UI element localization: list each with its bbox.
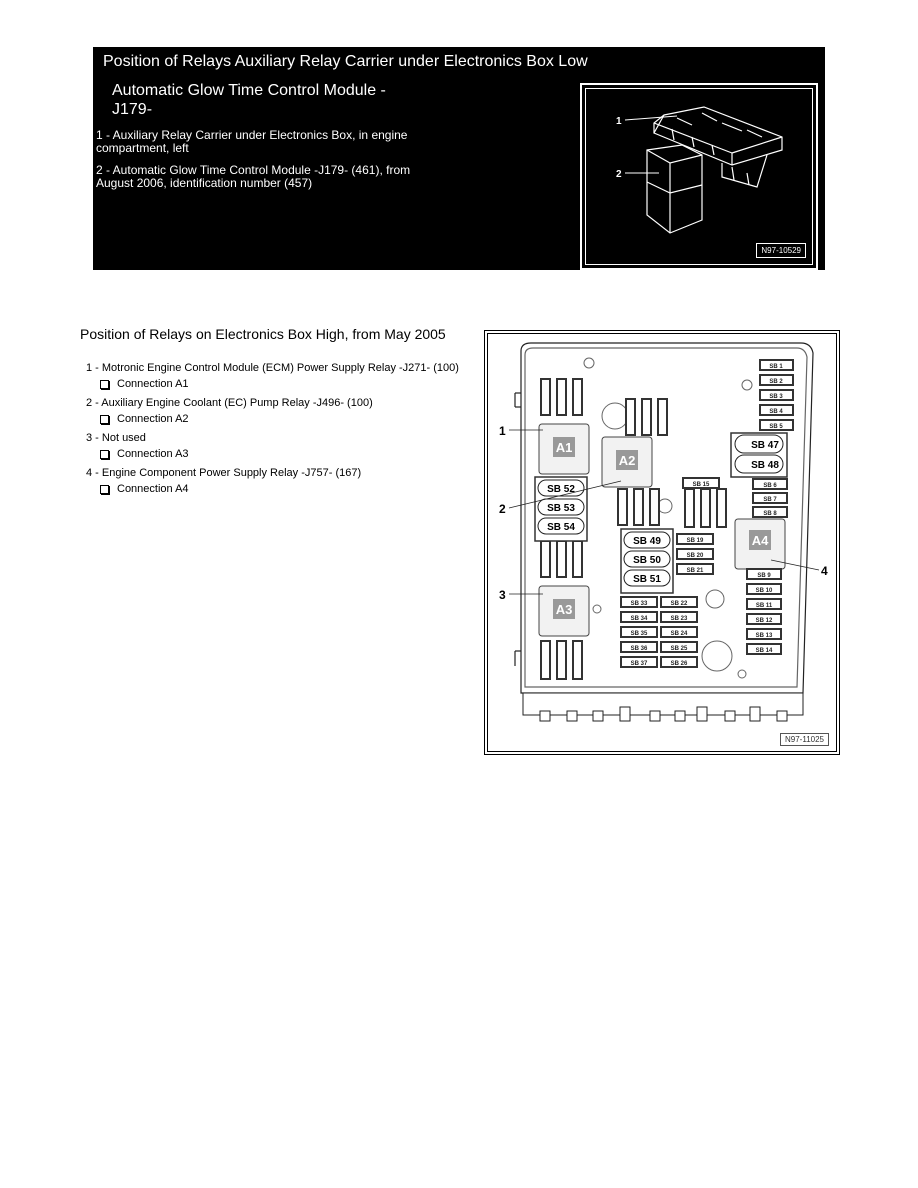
fuse-sb52: SB 52 [547, 484, 575, 495]
section-title: Position of Relays Auxiliary Relay Carrier under Electronics Box Low [103, 53, 588, 70]
callout-2: 2 [499, 502, 506, 516]
fuse-sb26: SB 26 [670, 661, 688, 667]
fuse-sb51: SB 51 [633, 574, 661, 585]
electronics-box-figure [484, 330, 840, 755]
connection-a3 [100, 448, 189, 460]
legend-item-2-line-2: August 2006, identification number (457) [96, 175, 313, 190]
fuse-sb34: SB 34 [630, 616, 648, 622]
fuse-sb48: SB 48 [751, 460, 779, 471]
fuse-sb23: SB 23 [670, 616, 688, 622]
connection-label: Connection A4 [117, 483, 189, 495]
checkbox-bullet-icon [100, 450, 109, 459]
legend-item-2 [96, 164, 456, 189]
fuse-sb9: SB 9 [757, 573, 771, 579]
checkbox-bullet-icon [100, 380, 109, 389]
callout-1: 1 [499, 424, 506, 438]
fuse-sb49: SB 49 [633, 536, 661, 547]
fuse-sb14: SB 14 [755, 648, 773, 654]
relay-carrier-drawing-icon [582, 85, 816, 268]
fuse-sb15: SB 15 [692, 482, 710, 488]
figure-id: N97-10529 [756, 243, 806, 258]
fuse-sb24: SB 24 [670, 631, 688, 637]
subtitle-line-2: J179- [112, 101, 153, 118]
relay-item-3: 3 - Not used [86, 432, 146, 444]
connection-a2 [100, 413, 189, 425]
legend-item-1-line-2: compartment, left [96, 140, 189, 155]
relay-label-a4: A4 [751, 533, 769, 548]
section-subtitle [112, 81, 386, 119]
connection-a1 [100, 378, 189, 390]
fuse-sb25: SB 25 [670, 646, 688, 652]
relay-label-a2: A2 [618, 453, 636, 468]
relay-item-2: 2 - Auxiliary Engine Coolant (EC) Pump Relay -J496- (100) [86, 397, 373, 409]
electronics-box-drawing [485, 331, 839, 754]
section-title: Position of Relays on Electronics Box High, from May 2005 [80, 326, 446, 342]
relay-item-4: 4 - Engine Component Power Supply Relay -J757- (167) [86, 467, 362, 479]
connection-label: Connection A2 [117, 413, 189, 425]
fuse-sb12: SB 12 [755, 618, 773, 624]
fuse-sb10: SB 10 [755, 588, 773, 594]
fuse-sb3: SB 3 [769, 394, 783, 400]
relay-label-a1: A1 [555, 440, 573, 455]
relay-item-1: 1 - Motronic Engine Control Module (ECM) Power Supply Relay -J271- (100) [86, 362, 459, 374]
fuse-sb19: SB 19 [686, 538, 704, 544]
fuse-sb35: SB 35 [630, 631, 648, 637]
connection-a4 [100, 483, 189, 495]
legend-item-1-line-1: 1 - Auxiliary Relay Carrier under Electronics Box, in engine [96, 128, 408, 142]
relay-label-a3: A3 [555, 602, 573, 617]
fuse-sb11: SB 11 [755, 603, 773, 609]
fuse-sb47: SB 47 [751, 440, 779, 451]
fuse-sb7: SB 7 [763, 497, 777, 503]
fuse-sb2: SB 2 [769, 379, 783, 385]
fuse-sb53: SB 53 [547, 503, 575, 514]
fuse-sb4: SB 4 [769, 409, 783, 415]
fuse-sb50: SB 50 [633, 555, 661, 566]
fuse-sb33: SB 33 [630, 601, 648, 607]
subtitle-line-1: Automatic Glow Time Control Module - [112, 82, 386, 99]
fuse-sb20: SB 20 [686, 553, 704, 559]
checkbox-bullet-icon [100, 415, 109, 424]
connection-label: Connection A3 [117, 448, 189, 460]
callout-4: 4 [821, 564, 828, 578]
checkbox-bullet-icon [100, 485, 109, 494]
fuse-sb36: SB 36 [630, 646, 648, 652]
fuse-sb1: SB 1 [769, 364, 783, 370]
fuse-sb6: SB 6 [763, 483, 777, 489]
legend-item-2-line-1: 2 - Automatic Glow Time Control Module -J179- (461), from [96, 163, 411, 177]
connection-label: Connection A1 [117, 378, 189, 390]
fuse-sb5: SB 5 [769, 424, 783, 430]
fuse-sb54: SB 54 [547, 522, 575, 533]
aux-relay-carrier-figure [580, 83, 818, 270]
fuse-sb21: SB 21 [686, 568, 704, 574]
callout-3: 3 [499, 588, 506, 602]
fuse-sb37: SB 37 [630, 661, 648, 667]
fuse-sb13: SB 13 [755, 633, 773, 639]
callout-2: 2 [616, 169, 622, 180]
fuse-sb8: SB 8 [763, 511, 777, 517]
fuse-sb22: SB 22 [670, 601, 688, 607]
legend-item-1 [96, 129, 456, 154]
callout-1: 1 [616, 116, 622, 127]
figure-id: N97-11025 [780, 733, 829, 746]
aux-relay-carrier-banner [93, 47, 825, 270]
